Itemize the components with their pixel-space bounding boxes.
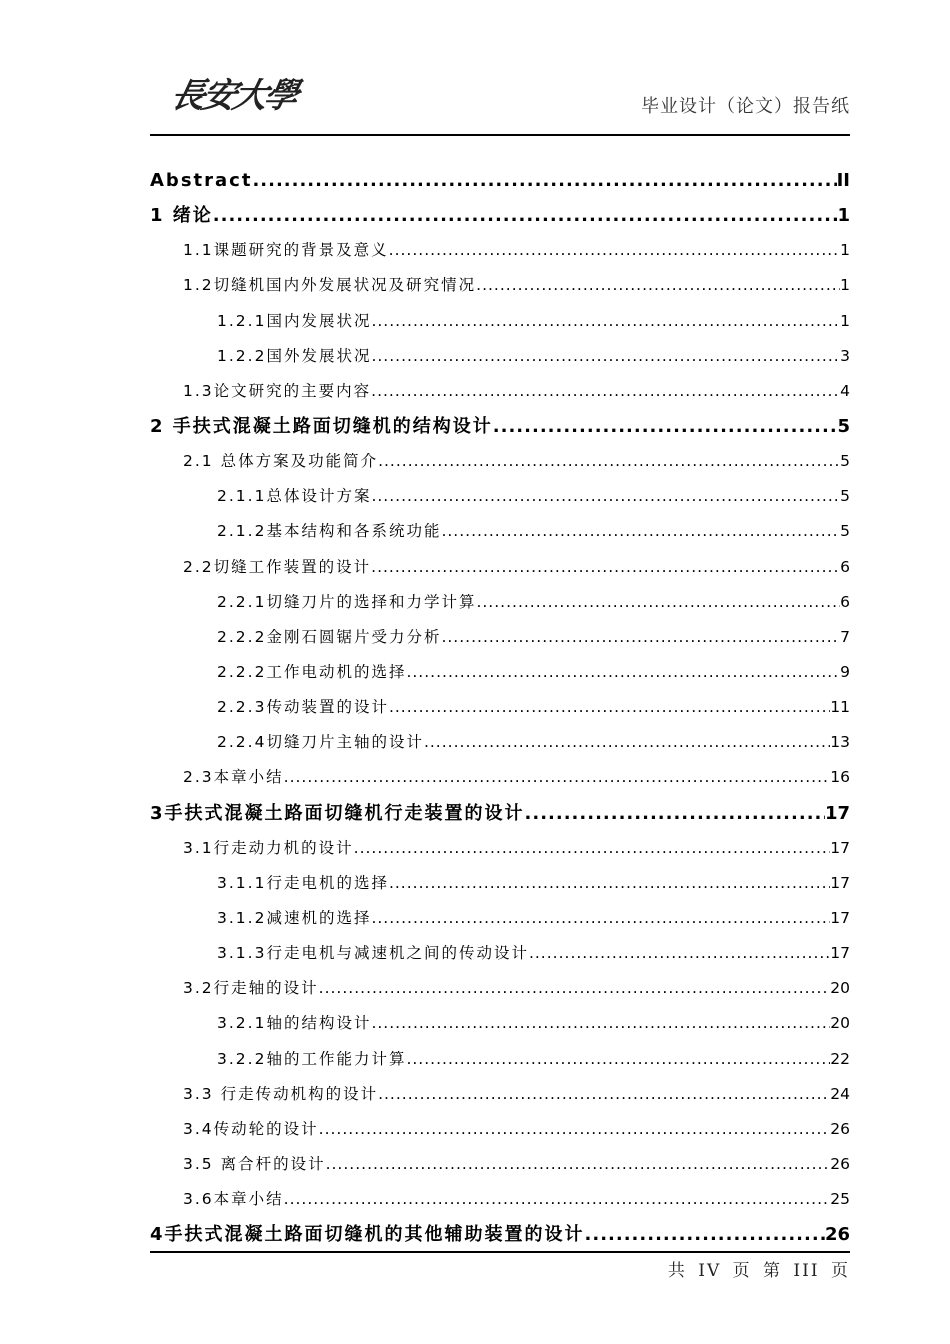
toc-entry-label: 3.1.2减速机的选择 bbox=[217, 908, 372, 927]
toc-entry-page: 17 bbox=[830, 944, 850, 963]
toc-entry-page: 11 bbox=[830, 698, 850, 717]
toc-leader-dots bbox=[389, 233, 840, 268]
toc-leader-dots bbox=[525, 796, 825, 831]
toc-entry-page: II bbox=[836, 170, 850, 191]
toc-entry[interactable] bbox=[150, 1077, 850, 1112]
toc-leader-dots bbox=[476, 268, 840, 303]
toc-leader-dots bbox=[371, 339, 840, 374]
toc-entry-label: 1.2切缝机国内外发展状况及研究情况 bbox=[183, 276, 477, 295]
toc-leader-dots bbox=[493, 409, 838, 444]
toc-entry-label: 2.2.1切缝刀片的选择和力学计算 bbox=[217, 592, 477, 611]
toc-entry-label: 2.1 总体方案及功能简介 bbox=[183, 452, 379, 471]
toc-entry-label: 3.2.2轴的工作能力计算 bbox=[217, 1049, 407, 1068]
toc-leader-dots bbox=[354, 831, 831, 866]
toc-entry-label: 3.2行走轴的设计 bbox=[183, 979, 319, 998]
toc-entry-page: 20 bbox=[830, 1014, 850, 1033]
toc-entry-page: 1 bbox=[840, 311, 850, 330]
toc-entry[interactable] bbox=[150, 233, 850, 268]
toc-entry[interactable] bbox=[150, 971, 850, 1006]
toc-entry-label: 2 手扶式混凝土路面切缝机的结构设计 bbox=[150, 415, 493, 437]
toc-entry-page: 24 bbox=[830, 1084, 850, 1103]
toc-entry-label: 1.2.1国内发展状况 bbox=[217, 311, 372, 330]
toc-entry-page: 16 bbox=[830, 768, 850, 787]
toc-leader-dots bbox=[529, 936, 830, 971]
toc-leader-dots bbox=[476, 585, 840, 620]
toc-entry-label: 2.2.3传动装置的设计 bbox=[217, 698, 389, 717]
toc-entry-label: 3.1行走动力机的设计 bbox=[183, 838, 354, 857]
toc-entry-page: 7 bbox=[840, 627, 850, 646]
toc-entry-label: 2.1.2基本结构和各系统功能 bbox=[217, 522, 442, 541]
toc-leader-dots bbox=[371, 479, 840, 514]
toc-entry-label: 2.3本章小结 bbox=[183, 768, 284, 787]
toc-entry-page: 9 bbox=[840, 662, 850, 681]
toc-leader-dots bbox=[371, 901, 830, 936]
toc-entry-page: 17 bbox=[824, 802, 850, 824]
toc-entry[interactable] bbox=[150, 901, 850, 936]
toc-entry-page: 1 bbox=[840, 276, 850, 295]
toc-entry[interactable] bbox=[150, 514, 850, 549]
toc-entry[interactable] bbox=[150, 796, 850, 831]
toc-leader-dots bbox=[213, 198, 838, 233]
toc-entry-label: 1.1课题研究的背景及意义 bbox=[183, 241, 389, 260]
toc-entry[interactable] bbox=[150, 760, 850, 795]
toc-entry[interactable] bbox=[150, 655, 850, 690]
toc-leader-dots bbox=[389, 866, 830, 901]
toc-leader-dots bbox=[378, 1077, 830, 1112]
university-logo: 長安大學 bbox=[167, 76, 300, 116]
toc-leader-dots bbox=[371, 304, 840, 339]
toc-entry[interactable] bbox=[150, 550, 850, 585]
toc-entry[interactable] bbox=[150, 1147, 850, 1182]
toc-entry[interactable] bbox=[150, 444, 850, 479]
toc-entry[interactable] bbox=[150, 620, 850, 655]
toc-entry[interactable] bbox=[150, 1112, 850, 1147]
toc-entry-page: 5 bbox=[840, 487, 850, 506]
toc-entry[interactable] bbox=[150, 866, 850, 901]
toc-entry-label: 3.2.1轴的结构设计 bbox=[217, 1014, 372, 1033]
toc-entry-page: 26 bbox=[830, 1154, 850, 1173]
toc-entry-page: 26 bbox=[830, 1119, 850, 1138]
toc-leader-dots bbox=[441, 620, 840, 655]
toc-entry-label: 2.2.2金刚石圆锯片受力分析 bbox=[217, 627, 442, 646]
toc-entry[interactable] bbox=[150, 409, 850, 444]
toc-entry-label: 3.1.1行走电机的选择 bbox=[217, 873, 389, 892]
toc-leader-dots bbox=[378, 444, 840, 479]
toc-entry-page: 5 bbox=[840, 452, 850, 471]
toc-entry-page: 22 bbox=[830, 1049, 850, 1068]
toc-entry-label: 3手扶式混凝土路面切缝机行走装置的设计 bbox=[150, 802, 525, 824]
toc-entry-page: 6 bbox=[840, 557, 850, 576]
toc-entry[interactable] bbox=[150, 1182, 850, 1217]
toc-entry-label: 1.2.2国外发展状况 bbox=[217, 346, 372, 365]
toc-entry-label: 1 绪论 bbox=[150, 205, 213, 227]
toc-entry-label: 3.3 行走传动机构的设计 bbox=[183, 1084, 379, 1103]
toc-entry-label: 2.2.4切缝刀片主轴的设计 bbox=[217, 733, 424, 752]
report-title: 毕业设计（论文）报告纸 bbox=[641, 96, 850, 117]
toc-leader-dots bbox=[424, 725, 830, 760]
toc-leader-dots bbox=[284, 760, 831, 795]
toc-entry[interactable] bbox=[150, 831, 850, 866]
toc-leader-dots bbox=[389, 690, 830, 725]
toc-entry-label: 2.2.2工作电动机的选择 bbox=[217, 662, 407, 681]
toc-entry-label: Abstract bbox=[150, 170, 253, 191]
toc-entry[interactable] bbox=[150, 1006, 850, 1041]
page-number-info: 共 IV 页 第 III 页 bbox=[667, 1261, 850, 1281]
toc-entry-label: 2.2切缝工作装置的设计 bbox=[183, 557, 372, 576]
toc-entry[interactable] bbox=[150, 690, 850, 725]
toc-leader-dots bbox=[406, 655, 840, 690]
toc-entry-page: 20 bbox=[830, 979, 850, 998]
toc-leader-dots bbox=[406, 1042, 830, 1077]
page-header bbox=[150, 60, 850, 136]
toc-entry-label: 2.1.1总体设计方案 bbox=[217, 487, 372, 506]
toc-leader-dots bbox=[326, 1147, 831, 1182]
toc-entry-label: 3.5 离合杆的设计 bbox=[183, 1154, 326, 1173]
toc-leader-dots bbox=[585, 1217, 825, 1252]
toc-leader-dots bbox=[441, 514, 840, 549]
toc-entry[interactable] bbox=[150, 339, 850, 374]
toc-entry-page: 5 bbox=[840, 522, 850, 541]
toc-entry[interactable] bbox=[150, 585, 850, 620]
toc-entry-page: 13 bbox=[830, 733, 850, 752]
toc-entry[interactable] bbox=[150, 198, 850, 233]
toc-entry[interactable] bbox=[150, 1042, 850, 1077]
toc-entry-page: 5 bbox=[837, 415, 850, 437]
toc-entry-page: 17 bbox=[830, 908, 850, 927]
toc-leader-dots bbox=[319, 1112, 831, 1147]
toc-entry[interactable] bbox=[150, 725, 850, 760]
toc-entry[interactable] bbox=[150, 304, 850, 339]
toc-entry[interactable] bbox=[150, 374, 850, 409]
toc-entry-page: 17 bbox=[830, 873, 850, 892]
toc-entry-page: 1 bbox=[837, 205, 850, 227]
toc-entry-page: 25 bbox=[830, 1190, 850, 1209]
toc-leader-dots bbox=[319, 971, 831, 1006]
toc-entry[interactable] bbox=[150, 268, 850, 303]
toc-leader-dots bbox=[371, 550, 840, 585]
toc-entry-page: 3 bbox=[840, 346, 850, 365]
toc-leader-dots bbox=[371, 1006, 830, 1041]
toc-leader-dots bbox=[284, 1182, 831, 1217]
toc-entry-page: 1 bbox=[840, 241, 850, 260]
toc-entry[interactable] bbox=[150, 479, 850, 514]
toc-entry[interactable] bbox=[150, 1217, 850, 1252]
toc-entry[interactable] bbox=[150, 163, 850, 198]
toc-entry-label: 3.1.3行走电机与减速机之间的传动设计 bbox=[217, 944, 529, 963]
toc-entry-label: 1.3论文研究的主要内容 bbox=[183, 381, 372, 400]
toc-entry-page: 17 bbox=[830, 838, 850, 857]
toc-entry-label: 4手扶式混凝土路面切缝机的其他辅助装置的设计 bbox=[150, 1224, 585, 1246]
toc-entry-page: 26 bbox=[824, 1224, 850, 1246]
toc-entry[interactable] bbox=[150, 936, 850, 971]
toc-leader-dots bbox=[371, 374, 840, 409]
toc-entry-page: 4 bbox=[840, 381, 850, 400]
toc-leader-dots bbox=[252, 163, 836, 198]
toc-entry-page: 6 bbox=[840, 592, 850, 611]
table-of-contents bbox=[150, 163, 850, 1252]
toc-entry-label: 3.6本章小结 bbox=[183, 1190, 284, 1209]
page-footer bbox=[150, 1251, 850, 1281]
toc-entry-label: 3.4传动轮的设计 bbox=[183, 1119, 319, 1138]
